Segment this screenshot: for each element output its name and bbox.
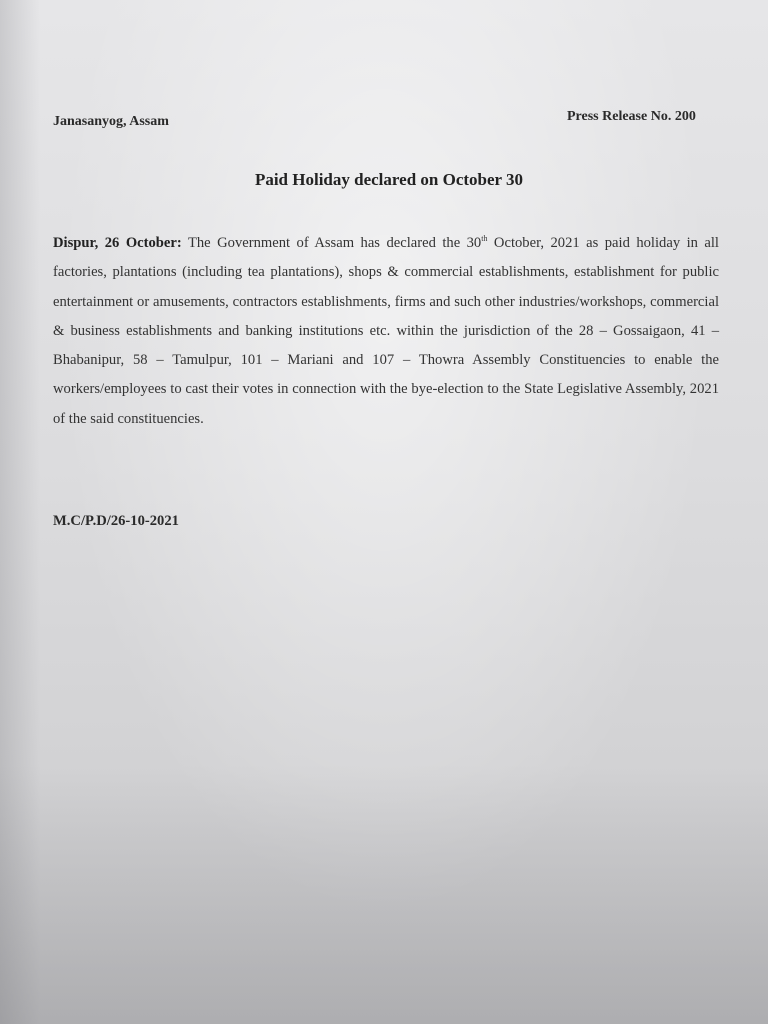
- reference-code: M.C/P.D/26-10-2021: [53, 513, 179, 529]
- page-shadow-bottom: [0, 764, 768, 1024]
- body-text-part-1: The Government of Assam has declared the 30: [181, 235, 482, 251]
- press-release-number: Press Release No. 200: [567, 109, 696, 124]
- dateline: Dispur, 26 October:: [53, 235, 182, 251]
- ordinal-superscript: th: [481, 234, 488, 244]
- body-text-part-2: October, 2021 as paid holiday in all factories, plantations (including tea plantations), shops & commercial establishments, establishment for public entertainment or amusements, contractors establishments, firms and such other industries/workshops, commercial & business establishments and banking institutions etc. within the jurisdiction of the 28 – Gossaigaon, 41 – Bhabanipur, 58 – Tamulpur, 101 – Mariani and 107 – Thowra Assembly Constituencies to enable the workers/employees to cast their votes in connection with the bye-election to the State Legislative Assembly, 2021 of the said constituencies.: [53, 235, 719, 427]
- department-name: Janasanyog, Assam: [53, 114, 169, 129]
- press-release-body: [53, 229, 719, 434]
- page-title: Paid Holiday declared on October 30: [254, 170, 524, 189]
